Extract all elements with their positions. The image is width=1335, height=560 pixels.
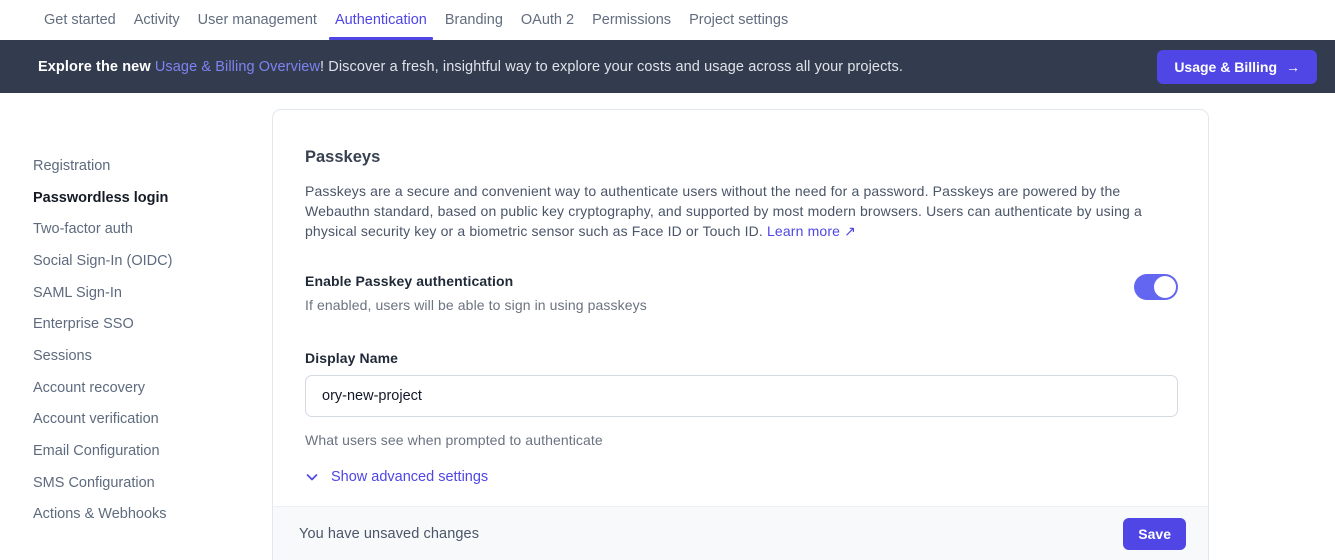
usage-billing-button-label: Usage & Billing — [1174, 58, 1277, 75]
sidebar-item-two-factor-auth[interactable]: Two-factor auth — [33, 221, 133, 238]
external-link-arrow-icon: ↗ — [844, 223, 857, 239]
enable-passkey-description: If enabled, users will be able to sign in using passkeys — [305, 297, 647, 313]
learn-more-link[interactable]: Learn more ↗ — [766, 223, 857, 239]
nav-item-get-started[interactable]: Get started — [44, 12, 116, 28]
sidebar-item-saml-sign-in[interactable]: SAML Sign-In — [33, 284, 122, 301]
enable-passkey-row — [305, 272, 1178, 314]
sidebar-item-account-recovery[interactable]: Account recovery — [33, 379, 146, 396]
sidebar-item-social-sign-in-oidc[interactable]: Social Sign-In (OIDC) — [33, 252, 173, 269]
nav-item-authentication[interactable]: Authentication — [326, 0, 436, 40]
toggle-knob — [1154, 276, 1176, 298]
enable-passkey-label: Enable Passkey authentication — [305, 273, 514, 289]
nav-item-user-management[interactable]: User management — [197, 12, 317, 28]
passkeys-description — [305, 181, 1178, 241]
announcement-banner — [0, 40, 1335, 93]
unsaved-changes-footer — [273, 506, 1208, 560]
save-button[interactable]: Save — [1123, 518, 1186, 550]
sidebar-item-email-configuration[interactable]: Email Configuration — [33, 443, 160, 460]
display-name-label: Display Name — [305, 350, 399, 366]
sidebar-item-sms-configuration[interactable]: SMS Configuration — [33, 474, 155, 491]
display-name-helper: What users see when prompted to authenticate — [305, 432, 603, 448]
passkeys-settings-card — [272, 109, 1209, 560]
nav-item-activity[interactable]: Activity — [133, 12, 180, 28]
sidebar-item-account-verification[interactable]: Account verification — [33, 411, 159, 428]
settings-sidebar — [33, 150, 263, 530]
arrow-right-icon: → — [1286, 58, 1300, 75]
sidebar-item-registration[interactable]: Registration — [33, 157, 111, 174]
nav-item-project-settings[interactable]: Project settings — [689, 12, 789, 28]
enable-passkey-labels — [305, 272, 647, 314]
nav-item-branding[interactable]: Branding — [444, 12, 503, 28]
page-title: Passkeys — [305, 148, 381, 166]
nav-item-oauth2[interactable]: OAuth 2 — [520, 12, 575, 28]
top-navigation — [0, 0, 1335, 40]
chevron-down-icon — [305, 470, 319, 484]
banner-message-prefix: Explore the new — [38, 58, 155, 75]
usage-billing-overview-link[interactable]: Usage & Billing Overview — [154, 58, 321, 75]
passkeys-description-text: Passkeys are a secure and convenient way to authenticate users without the need for a password. Passkeys are powered by the Webauthn standard, based on public key cryptography, and supported by most modern browsers. Users can authenticate by using a physical security key or a biometric sensor such as Face ID or Touch ID. — [305, 183, 1142, 239]
sidebar-item-passwordless-login[interactable]: Passwordless login — [33, 189, 169, 206]
banner-message — [38, 59, 1157, 75]
enable-passkey-toggle[interactable] — [1134, 274, 1178, 300]
show-advanced-settings-label: Show advanced settings — [331, 469, 489, 485]
sidebar-item-sessions[interactable]: Sessions — [33, 347, 92, 364]
display-name-input[interactable] — [305, 375, 1178, 417]
unsaved-changes-status: You have unsaved changes — [299, 525, 480, 542]
usage-billing-button[interactable] — [1157, 50, 1317, 84]
show-advanced-settings-button[interactable] — [305, 469, 488, 485]
nav-item-permissions[interactable]: Permissions — [592, 12, 672, 28]
sidebar-item-enterprise-sso[interactable]: Enterprise SSO — [33, 316, 134, 333]
banner-message-suffix: ! Discover a fresh, insightful way to explore your costs and usage across all your projects. — [320, 58, 904, 75]
sidebar-item-actions-webhooks[interactable]: Actions & Webhooks — [33, 506, 167, 523]
